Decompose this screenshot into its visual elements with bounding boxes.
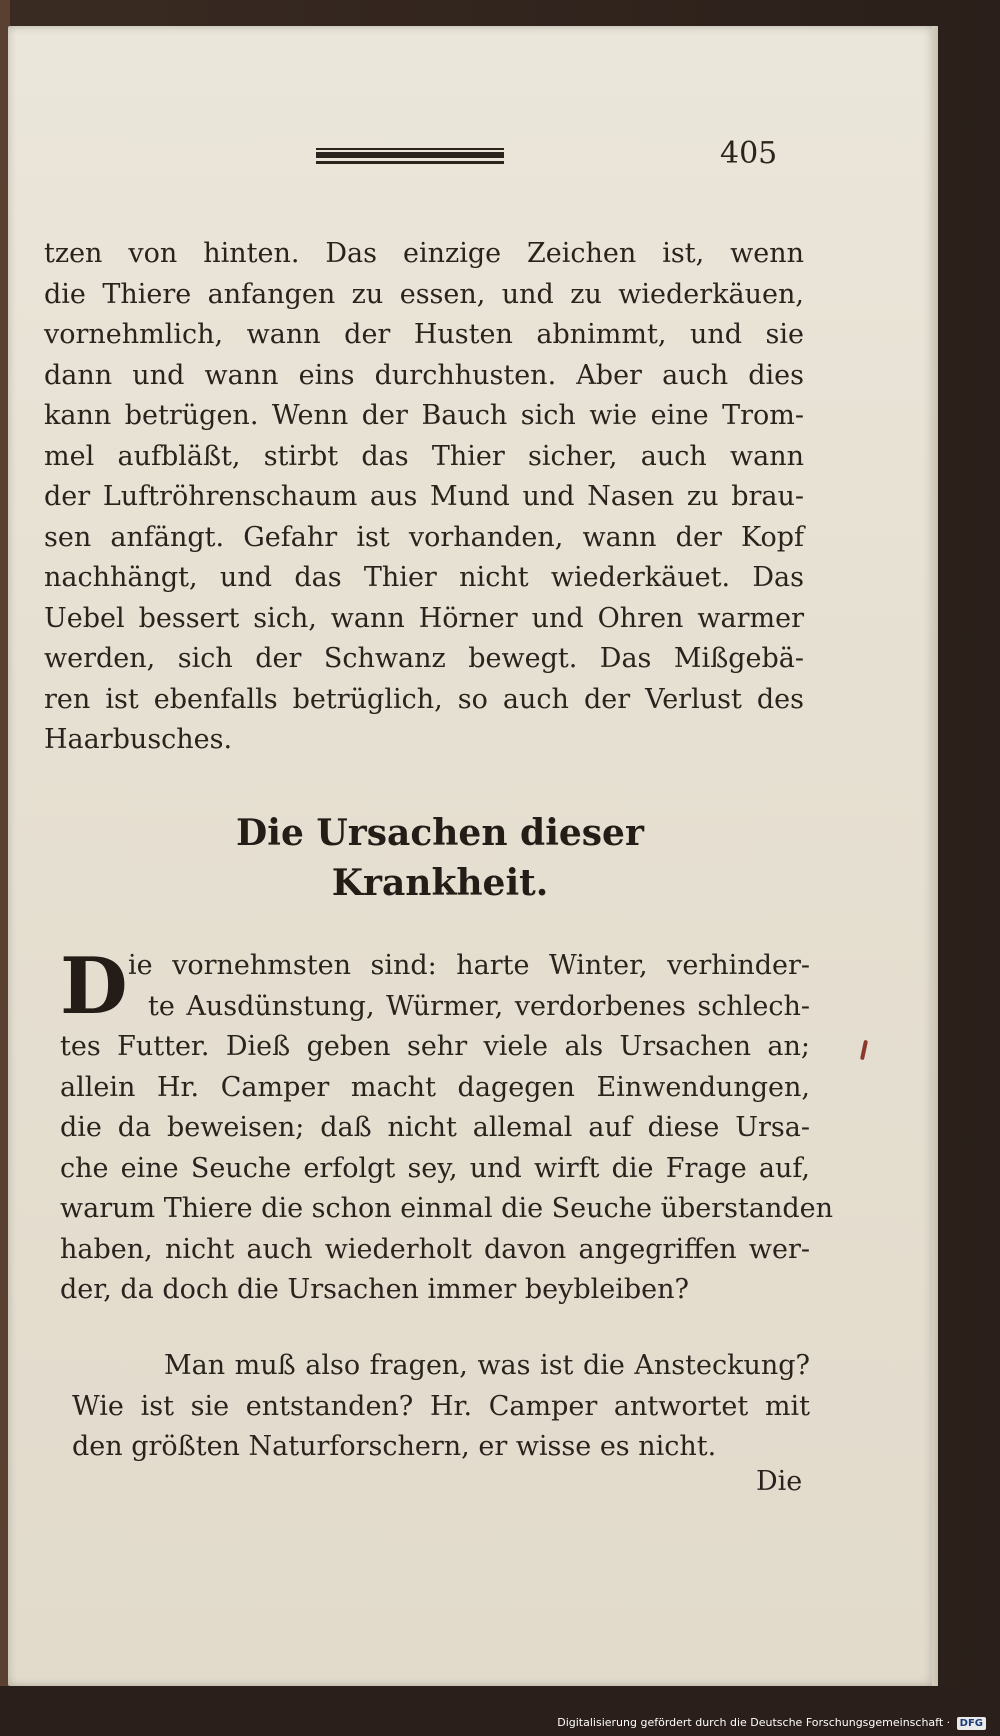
page-number: 405: [720, 136, 778, 171]
text-line: haben, nicht auch wiederholt davon angegriffen wer-: [60, 1233, 810, 1265]
text-line: Haarbusches.: [44, 724, 233, 755]
page-edge: [932, 26, 938, 1686]
text-line: ren ist ebenfalls betrüglich, so auch der Verlust des: [44, 683, 804, 715]
text-line: die da beweisen; daß nicht allemal auf diese Ursa-: [60, 1112, 810, 1143]
paragraph-1: [44, 234, 804, 761]
section-heading: [200, 808, 680, 908]
text-line: werden, sich der Schwanz bewegt. Das Mißgebä-: [44, 643, 804, 674]
paragraph-2: [60, 941, 833, 1311]
drop-cap: D: [60, 941, 128, 1032]
header-rule-thick-line: [316, 152, 504, 158]
heading-line-2: Krankheit.: [331, 862, 549, 904]
text-line: der Luftröhrenschaum aus Mund und Nasen zu brau-: [44, 481, 804, 512]
paragraph-3: [72, 1346, 810, 1468]
text-line: che eine Seuche erfolgt sey, und wirft die Frage auf,: [60, 1152, 810, 1184]
dfg-logo: DFG: [957, 1717, 986, 1730]
text-line: kann betrügen. Wenn der Bauch sich wie eine Trom-: [44, 400, 804, 431]
text-line: vornehmlich, wann der Husten abnimmt, und sie: [44, 319, 804, 350]
text-line: warum Thiere die schon einmal die Seuche überstanden: [60, 1193, 833, 1224]
text-line: tzen von hinten. Das einzige Zeichen ist, wenn: [44, 238, 804, 269]
digitization-credit: [557, 1716, 986, 1730]
header-rule-bottom-line: [316, 161, 504, 164]
text-line: der, da doch die Ursachen immer beybleiben?: [60, 1274, 690, 1305]
heading-line-1: Die Ursachen dieser: [236, 812, 644, 854]
header-rule: [316, 148, 504, 170]
digitization-credit-text: Digitalisierung gefördert durch die Deutsche Forschungsgemeinschaft ·: [557, 1716, 951, 1729]
text-line: Wie ist sie entstanden? Hr. Camper antwortet mit: [72, 1390, 810, 1422]
text-line: die Thiere anfangen zu essen, und zu wiederkäuen,: [44, 278, 804, 310]
text-line: dann und wann eins durchhusten. Aber auch dies: [44, 359, 804, 391]
text-line: allein Hr. Camper macht dagegen Einwendungen,: [60, 1071, 810, 1103]
catchword: Die: [756, 1466, 803, 1497]
text-line: ie vornehmsten sind: harte Winter, verhinder-: [128, 950, 810, 981]
text-line: te Ausdünstung, Würmer, verdorbenes schlech-: [148, 990, 810, 1022]
text-line: nachhängt, und das Thier nicht wiederkäuet. Das: [44, 562, 804, 593]
text-line: sen anfängt. Gefahr ist vorhanden, wann der Kopf: [44, 521, 804, 553]
text-line: den größten Naturforschern, er wisse es nicht.: [72, 1431, 717, 1462]
header-rule-top-line: [316, 148, 504, 150]
text-line: mel aufbläßt, stirbt das Thier sicher, auch wann: [44, 440, 804, 472]
text-line: Man muß also fragen, was ist die Ansteckung?: [164, 1350, 810, 1381]
text-line: Uebel bessert sich, wann Hörner und Ohren warmer: [44, 602, 804, 634]
text-line: tes Futter. Dieß geben sehr viele als Ursachen an;: [60, 1031, 810, 1062]
